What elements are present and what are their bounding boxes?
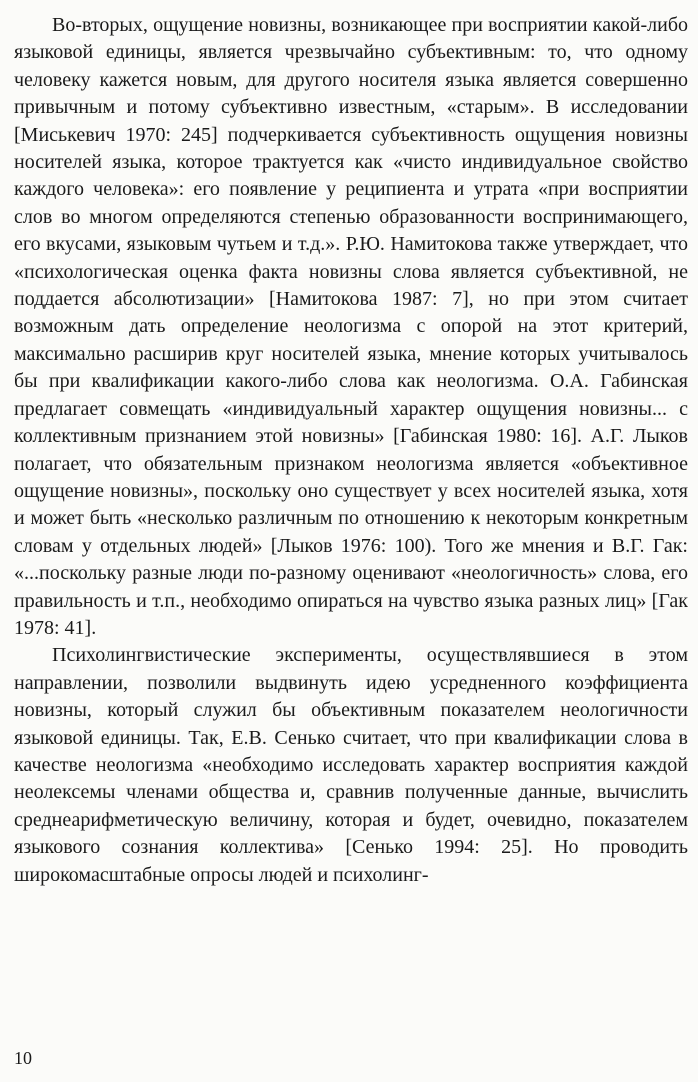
body-text <box>14 12 688 889</box>
page-number: 10 <box>14 1048 32 1068</box>
paragraph-2: Психолингвистические эксперименты, осуществлявшиеся в этом направлении, позволили выдвинуть идею усредненного коэффициента новизны, который служил бы объективным показателем неологичности языковой единицы. Так, Е.В. Сенько считает, что при квалификации слова в качестве неологизма «необходимо исследовать характер восприятия каждой неолексемы членами общества и, сравнив полученные данные, вычислить среднеарифметическую величину, которая и будет, очевидно, показателем языкового сознания коллектива» [Сенько 1994: 25]. Но проводить широкомасштабные опросы людей и психолинг- <box>14 644 688 886</box>
paragraph-1: Во-вторых, ощущение новизны, возникающее при восприятии какой-либо языковой единицы, является чрезвычайно субъективным: то, что одному человеку кажется новым, для другого носителя языка является совершенно привычным и потому субъективно известным, «старым». В исследовании [Миськевич 1970: 245] подчеркивается субъективность ощущения новизны носителей языка, которое трактуется как «чисто индивидуальное свойство каждого человека»: его появление у реципиента и утрата «при восприятии слов во многом определяются степенью образованности воспринимающего, его вкусами, языковым чутьем и т.д.». Р.Ю. Намитокова также утверждает, что «психологическая оценка факта новизны слова является субъективной, не поддается абсолютизации» [Намитокова 1987: 7], но при этом считает возможным дать определение неологизма с опорой на этот критерий, максимально расширив круг носителей языка, мнение которых учитывалось бы при квалификации какого-либо слова как неологизма. О.А. Габинская предлагает совмещать «индивидуальный характер ощущения новизны... с коллективным признанием этой новизны» [Габинская 1980: 16]. А.Г. Лыков полагает, что обязательным признаком неологизма является «объективное ощущение новизны», поскольку оно существует у всех носителей языка, хотя и может быть «несколько различным по отношению к некоторым конкретным словам у отдельных людей» [Лыков 1976: 100). Того же мнения и В.Г. Гак: «...поскольку разные люди по-разному оценивают «неологичность» слова, его правильность и т.п., необходимо опираться на чувство языка разных лиц» [Гак 1978: 41]. <box>14 14 688 639</box>
